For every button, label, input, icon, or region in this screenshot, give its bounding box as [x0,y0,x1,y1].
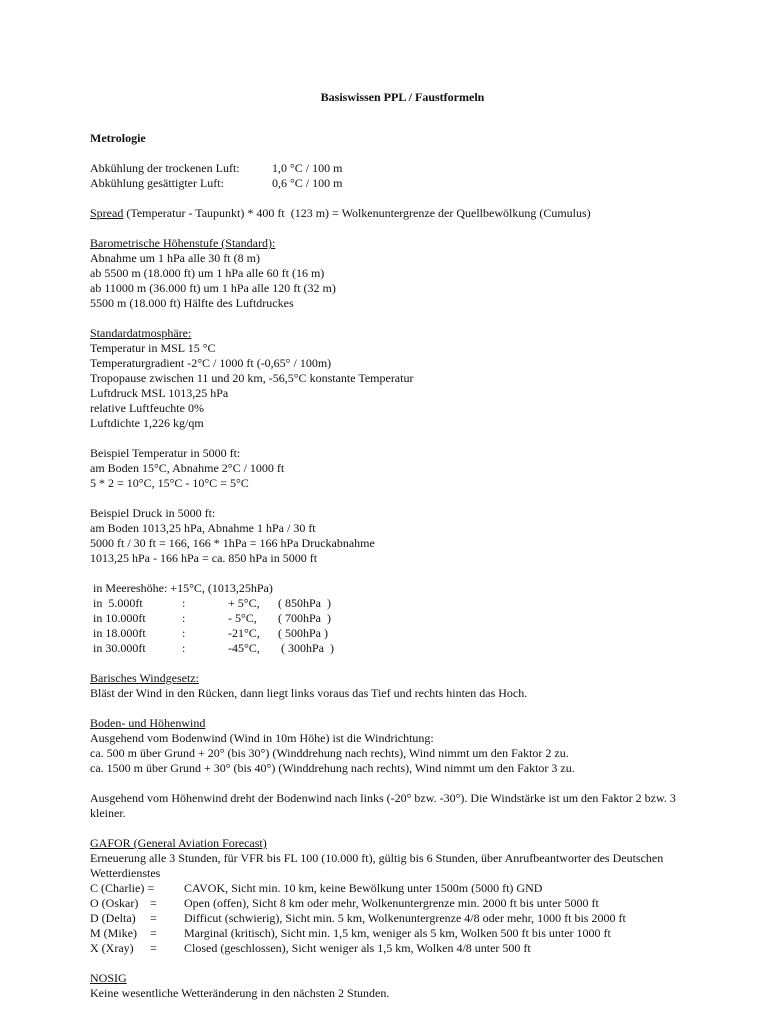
example-pressure-heading: Beispiel Druck in 5000 ft: [90,506,216,520]
gafor-description: Difficut (schwierig), Sicht min. 5 km, Wolkenuntergrenze 4/8 oder mehr, 1000 ft bis 2000 ft [184,911,626,925]
cooling-block [90,161,720,191]
altitude-colon: : [182,626,186,640]
altitude-value: in 18.000ft [90,626,146,640]
altitude-value: in 5.000ft [90,596,143,610]
gafor-code: O (Oskar) [90,896,139,910]
baro-line: ab 11000 m (36.000 ft) um 1 hPa alle 120 ft (32 m) [90,281,336,295]
baro-block [90,236,720,311]
gafor-code: X (Xray) [90,941,134,955]
wind-block [90,716,720,821]
gafor-description: Closed (geschlossen), Sicht weniger als 1,5 km, Wolken 4/8 unter 500 ft [184,941,531,955]
baro-line: Abnahme um 1 hPa alle 30 ft (8 m) [90,251,260,265]
example-pressure-line: 1013,25 hPa - 166 hPa = ca. 850 hPa in 5000 ft [90,551,318,565]
altitude-pressure: ( 850hPa ) [278,596,331,610]
document-title: Basiswissen PPL / Faustformeln [320,90,485,104]
example-temperature-line: am Boden 15°C, Abnahme 2°C / 1000 ft [90,461,285,475]
gafor-row [90,896,720,911]
baric-wind-block [90,671,720,701]
standard-atmosphere-line: Tropopause zwischen 11 und 20 km, -56,5°C konstante Temperatur [90,371,414,385]
cooling-dry-label: Abkühlung der trockenen Luft: [90,161,240,175]
cooling-dry-row [90,161,720,176]
altitude-row [90,596,720,611]
baric-wind-text: Bläst der Wind in den Rücken, dann liegt links voraus das Tief und rechts hinten das Hoch. [90,686,528,700]
altitude-pressure: ( 300hPa ) [278,641,334,655]
spread-term: Spread [90,206,124,220]
altitude-colon: : [182,596,186,610]
altitude-row [90,611,720,626]
cooling-dry-value: 1,0 °C / 100 m [272,161,343,175]
altitude-temperature: -45°C, [228,641,260,655]
altitude-pressure: ( 700hPa ) [278,611,331,625]
wind-paragraph: Ausgehend vom Höhenwind dreht der Bodenwind nach links (-20° bzw. -30°). Die Windstärke ist um den Faktor 2 bzw. 3 kleiner. [90,791,676,820]
altitude-row [90,626,720,641]
standard-atmosphere-line: Temperaturgradient -2°C / 1000 ft (-0,65° / 100m) [90,356,332,370]
gafor-description: Open (offen), Sicht 8 km oder mehr, Wolkenuntergrenze min. 2000 ft bis unter 5000 ft [184,896,599,910]
altitude-pressure: ( 500hPa ) [278,626,328,640]
baro-heading: Barometrische Höhenstufe (Standard): [90,236,276,250]
cooling-saturated-value: 0,6 °C / 100 m [272,176,343,190]
altitude-temperature: - 5°C, [228,611,257,625]
baric-wind-heading: Barisches Windgesetz: [90,671,199,685]
example-temperature-heading: Beispiel Temperatur in 5000 ft: [90,446,241,460]
example-temperature-line: 5 * 2 = 10°C, 15°C - 10°C = 5°C [90,476,249,490]
spread-block [90,206,720,221]
altitude-colon: : [182,611,186,625]
nosig-text: Keine wesentliche Wetteränderung in den nächsten 2 Stunden. [90,986,390,1000]
gafor-row [90,881,720,896]
section-heading: Metrologie [90,131,146,145]
nosig-block [90,971,720,1001]
gafor-equals: = [150,941,157,955]
document-page [90,90,720,1001]
gafor-equals: = [150,926,157,940]
altitude-colon: : [182,641,186,655]
altitude-table [90,581,720,656]
standard-atmosphere-line: Luftdichte 1,226 kg/qm [90,416,204,430]
gafor-description: Marginal (kritisch), Sicht min. 1,5 km, weniger als 5 km, Wolken 500 ft bis unter 1000 ft [184,926,611,940]
gafor-code: C (Charlie) = [90,881,155,895]
wind-line: Ausgehend vom Bodenwind (Wind in 10m Höhe) ist die Windrichtung: [90,731,434,745]
wind-line: ca. 1500 m über Grund + 30° (bis 40°) (Winddrehung nach rechts), Wind nimmt um den Faktor 3 zu. [90,761,575,775]
standard-atmosphere-line: relative Luftfeuchte 0% [90,401,204,415]
gafor-equals: = [150,896,157,910]
example-pressure-block [90,506,720,566]
gafor-heading: GAFOR (General Aviation Forecast) [90,836,267,850]
gafor-row [90,926,720,941]
altitude-value: in 30.000ft [90,641,146,655]
gafor-code: M (Mike) [90,926,137,940]
baro-line: ab 5500 m (18.000 ft) um 1 hPa alle 60 ft (16 m) [90,266,325,280]
standard-atmosphere-block [90,326,720,431]
standard-atmosphere-line: Luftdruck MSL 1013,25 hPa [90,386,229,400]
altitude-row [90,641,720,656]
example-pressure-line: am Boden 1013,25 hPa, Abnahme 1 hPa / 30 ft [90,521,316,535]
gafor-block [90,836,720,956]
altitude-value: in 10.000ft [90,611,146,625]
wind-line: ca. 500 m über Grund + 20° (bis 30°) (Winddrehung nach rechts), Wind nimmt um den Faktor 2 zu. [90,746,569,760]
example-pressure-line: 5000 ft / 30 ft = 166, 166 * 1hPa = 166 hPa Druckabnahme [90,536,375,550]
gafor-description: CAVOK, Sicht min. 10 km, keine Bewölkung unter 1500m (5000 ft) GND [184,881,543,895]
cooling-saturated-label: Abkühlung gesättigter Luft: [90,176,224,190]
gafor-row [90,911,720,926]
spread-text: (Temperatur - Taupunkt) * 400 ft (123 m) = Wolkenuntergrenze der Quellbewölkung (Cumulus) [123,206,591,220]
gafor-row [90,941,720,956]
nosig-heading: NOSIG [90,971,127,985]
altitude-sea-level-row: in Meereshöhe: +15°C, (1013,25hPa) [90,581,273,595]
altitude-temperature: -21°C, [228,626,260,640]
baro-line: 5500 m (18.000 ft) Hälfte des Luftdruckes [90,296,294,310]
gafor-code: D (Delta) [90,911,136,925]
wind-heading: Boden- und Höhenwind [90,716,206,730]
standard-atmosphere-line: Temperatur in MSL 15 °C [90,341,216,355]
example-temperature-block [90,446,720,491]
standard-atmosphere-heading: Standardatmosphäre: [90,326,192,340]
gafor-equals: = [150,911,157,925]
gafor-intro: Erneuerung alle 3 Stunden, für VFR bis FL 100 (10.000 ft), gültig bis 6 Stunden, über Anrufbeantworter des Deutschen Wetterdienstes [90,851,664,880]
cooling-saturated-row [90,176,720,191]
altitude-temperature: + 5°C, [228,596,260,610]
